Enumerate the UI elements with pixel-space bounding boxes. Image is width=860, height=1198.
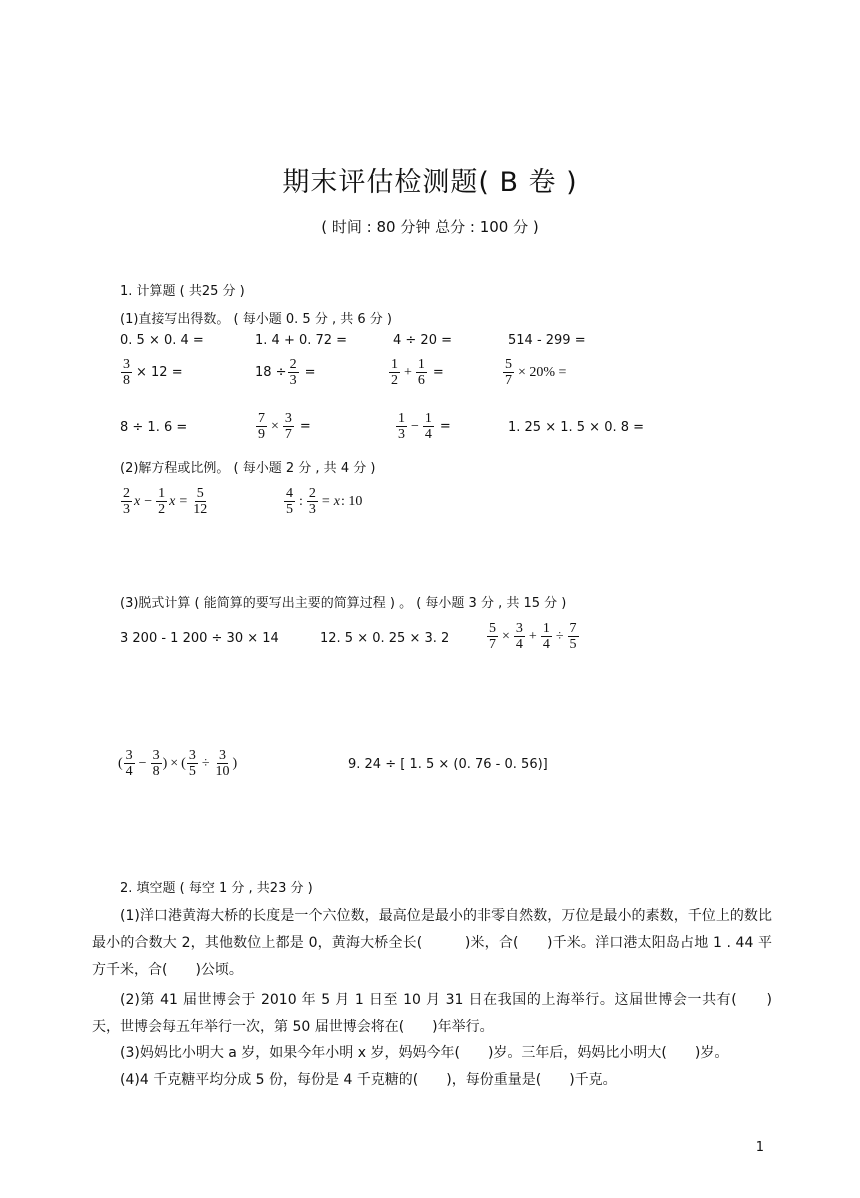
fraction: $\frac{3}{10}$ (215, 748, 230, 779)
calc-q10: $\frac{7}{9}$ × $\frac{3}{7}$ = (258, 411, 311, 442)
calc-q7: $\frac{1}{2}$ + $\frac{1}{6}$ = (391, 357, 444, 388)
calc-q9: 8 ÷ 1. 6 = (120, 420, 188, 435)
fill-question-3: (3)妈妈比小明大 a 岁，如果今年小明 x 岁，妈妈今年( )岁。三年后，妈妈比小明大( )岁。 (120, 1045, 729, 1061)
fraction: $\frac{5}{7}$ (489, 621, 496, 652)
calc-q2: 1. 4 + 0. 72 = (255, 333, 348, 348)
fill-question-2: (2)第 41 届世博会于 2010 年 5 月 1 日至 10 月 31 日在我国的上海举行。这届世博会一共有( )天，世博会每五年举行一次，第 50 届世博会将在( )年举行。 (92, 992, 772, 1035)
fraction: $\frac{1}{4}$ (542, 621, 550, 652)
calc-q3: 4 ÷ 20 = (393, 333, 452, 348)
calc-q4: 514 - 299 = (508, 333, 586, 348)
fraction: $\frac{1}{6}$ (417, 357, 425, 388)
calc-q11: $\frac{1}{3}$ − $\frac{1}{4}$ = (398, 411, 451, 442)
fraction: $\frac{5}{12}$ (193, 486, 208, 517)
expr-calc-1: 3 200 - 1 200 ÷ 30 × 14 (120, 631, 279, 646)
equation-1: $\frac{2}{3}$ x − $\frac{1}{2}$ x = $\frac{5}{12}$ (123, 486, 208, 517)
fraction: $\frac{2}{3}$ (289, 357, 297, 388)
calc-q12: 1. 25 × 1. 5 × 0. 8 = (508, 420, 645, 435)
fraction: $\frac{1}{2}$ (158, 486, 166, 517)
part2-heading: (2)解方程或比例。 ( 每小题 2 分 , 共 4 分 ) (120, 461, 376, 476)
fraction: $\frac{1}{3}$ (398, 411, 405, 442)
fill-question-4: (4)4 千克糖平均分成 5 份，每份是 4 千克糖的( )，每份重量是( )千克。 (120, 1072, 617, 1088)
fraction: $\frac{4}{5}$ (286, 486, 293, 517)
fraction: $\frac{3}{8}$ (123, 357, 130, 388)
section2-heading: 2. 填空题 ( 每空 1 分 , 共23 分 ) (120, 881, 313, 896)
part1-heading: (1)直接写出得数。 ( 每小题 0. 5 分 , 共 6 分 ) (120, 312, 392, 327)
equation-2: $\frac{4}{5}$ : $\frac{2}{3}$ = x : 10 (286, 486, 363, 517)
fraction: $\frac{1}{4}$ (424, 411, 432, 442)
expr-calc-4: ( $\frac{3}{4}$ − $\frac{3}{8}$ ) × ( $\frac{3}{5}$ ÷ $\frac{3}{10}$ ) (118, 748, 238, 779)
part3-heading: (3)脱式计算 ( 能简算的要写出主要的简算过程 ) 。 ( 每小题 3 分 , 共 15 分 ) (120, 596, 567, 611)
calc-q1: 0. 5 × 0. 4 = (120, 333, 204, 348)
page-number: 1 (755, 1140, 764, 1155)
fraction: $\frac{7}{5}$ (569, 621, 577, 652)
page-title: 期末评估检测题( B 卷 ) (282, 167, 578, 198)
fraction: $\frac{3}{7}$ (284, 411, 292, 442)
calc-q8: $\frac{5}{7}$ × 20% = (505, 357, 567, 388)
page-subtitle: ( 时间 : 80 分钟 总分 : 100 分 ) (321, 218, 539, 236)
expr-calc-5: 9. 24 ÷ [ 1. 5 × (0. 76 - 0. 56)] (348, 757, 548, 772)
section1-heading: 1. 计算题 ( 共25 分 ) (120, 284, 245, 299)
fraction: $\frac{3}{8}$ (152, 748, 160, 779)
fraction: $\frac{3}{4}$ (125, 748, 133, 779)
fraction: $\frac{3}{4}$ (515, 621, 523, 652)
expr-calc-3: $\frac{5}{7}$ × $\frac{3}{4}$ + $\frac{1}{4}$ ÷ $\frac{7}{5}$ (489, 621, 577, 652)
fraction: $\frac{5}{7}$ (505, 357, 512, 388)
fraction: $\frac{1}{2}$ (391, 357, 398, 388)
fraction: $\frac{2}{3}$ (308, 486, 316, 517)
fraction: $\frac{3}{5}$ (188, 748, 196, 779)
fill-question-1: (1)洋口港黄海大桥的长度是一个六位数，最高位是最小的非零自然数，万位是最小的素数，千位上的数比最小的合数大 2，其他数位上都是 0，黄海大桥全长( )米，合( )千米。洋口港太阳岛占地 1 . 44 平方千米，合( )公顷。 (92, 908, 772, 978)
fraction: $\frac{7}{9}$ (258, 411, 265, 442)
calc-q6: 18 ÷ $\frac{2}{3}$ = (255, 357, 316, 388)
expr-calc-2: 12. 5 × 0. 25 × 3. 2 (320, 631, 450, 646)
fraction: $\frac{2}{3}$ (123, 486, 130, 517)
calc-q5: $\frac{3}{8}$ × 12 = (123, 357, 183, 388)
